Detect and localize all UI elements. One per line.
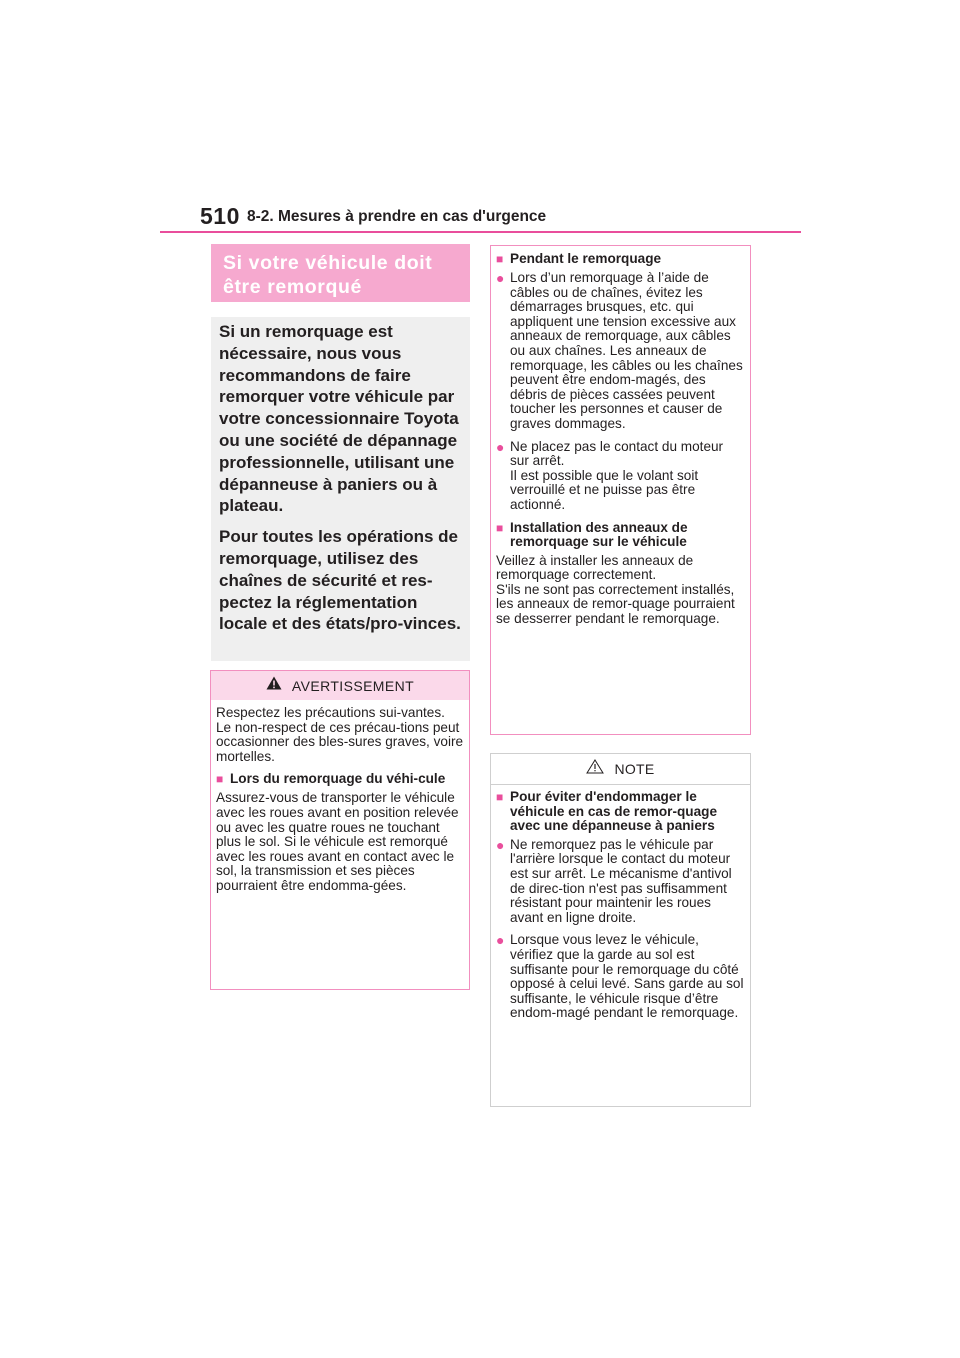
towing-precautions-box	[490, 245, 751, 735]
bullet-text: Lorsque vous levez le véhicule, vérifiez que la garde au sol est suffisante pour le remorquage du côté opposé à celui levé. Sans garde au sol suffisante, le véhicule risque d’être endom-magé pendant le remorquage.	[510, 932, 744, 1021]
section-title: 8-2. Mesures à prendre en cas d'urgence	[247, 208, 547, 225]
round-bullet-icon: ●	[496, 836, 505, 853]
warning-intro: Respectez les précautions sui-vantes. Le non-respect de ces précau-tions peut occasionner des bles-sures graves, voire mortelles.	[216, 705, 464, 764]
intro-box	[211, 317, 470, 661]
bullet-text: Ne remorquez pas le véhicule par l'arrière lorsque le contact du moteur est sur arrêt. Le mécanisme d'antivol de direc-tion n'est pas suffisamment résistant pour maintenir les roues avant en ligne droite.	[510, 836, 732, 925]
note-box	[490, 753, 751, 1107]
towing-heading2: Installation des anneaux de remorquage sur le véhicule	[510, 519, 688, 550]
towing-heading: Pendant le remorquage	[510, 251, 662, 266]
round-bullet-icon: ●	[496, 438, 505, 455]
note-header	[491, 754, 750, 785]
towing-heading-row	[496, 252, 744, 267]
intro-paragraph: Pour toutes les opérations de remorquage, utilisez des chaînes de sécurité et res-pectez la réglementation locale et des états/pro-vinces.	[219, 527, 461, 634]
warning-body: Assurez-vous de transporter le véhicule avec les roues avant en position relevée ou avec les quatre roues ne touchant plus le sol. Si le véhicule est remorqué avec les roues avant en contact avec le sol, la transmission et ses pièces pourraient être endomma-gées.	[216, 790, 459, 893]
intro-paragraph: Si un remorquage est nécessaire, nous vous recommandons de faire remorquer votre véhicule par votre concessionnaire Toyota ou une société de dépannage professionnelle, utilisant une dépanneuse à paniers ou à plateau.	[219, 322, 459, 516]
list-item	[496, 933, 744, 1021]
list-item	[496, 271, 744, 432]
warning-header	[211, 671, 469, 700]
square-bullet-icon: ■	[496, 790, 504, 804]
note-title: NOTE	[614, 761, 655, 777]
page-number: 510	[200, 203, 240, 229]
header-rule	[160, 231, 801, 233]
warning-box	[210, 670, 470, 990]
round-bullet-icon: ●	[496, 932, 505, 949]
note-heading: Pour éviter d'endommager le véhicule en cas de remor-quage avec une dépanneuse à paniers	[510, 789, 718, 834]
round-bullet-icon: ●	[496, 270, 505, 286]
bullet-text: Lors d’un remorquage à l’aide de câbles ou de chaînes, évitez les démarrages brusques, etc. qui appliquent une tension excessive aux anneaux de remorquage, aux câbles ou aux chaînes. Les anneaux de remorquage, les câbles ou les chaînes peuvent être endom-magés, des débris de pièces cassées peuvent toucher les personnes et causer de graves dommages.	[510, 270, 743, 431]
square-bullet-icon: ■	[496, 252, 504, 266]
caution-outline-triangle-icon	[586, 759, 604, 779]
warning-triangle-icon	[266, 676, 282, 695]
bullet-text: Ne placez pas le contact du moteur sur arrêt. Il est possible que le volant soit verrouillé et ne puisse pas être actionné.	[510, 438, 724, 512]
note-heading-row	[496, 790, 744, 834]
square-bullet-icon: ■	[496, 520, 504, 535]
list-item	[496, 838, 744, 926]
towing-heading2-row	[496, 521, 744, 550]
warning-title: AVERTISSEMENT	[291, 677, 415, 694]
list-item	[496, 440, 744, 513]
section-heading: Si votre véhicule doit être remorqué	[223, 252, 433, 298]
warning-subheading-row	[216, 772, 464, 787]
towing-body2: Veillez à installer les anneaux de remorquage correctement. S'ils ne sont pas correctement installés, les anneaux de remor-quage pourraient se desserrer pendant le remorquage.	[496, 552, 735, 627]
section-heading-box	[211, 244, 470, 302]
square-bullet-icon: ■	[216, 772, 224, 787]
warning-subheading: Lors du remorquage du véhi-cule	[230, 771, 446, 787]
